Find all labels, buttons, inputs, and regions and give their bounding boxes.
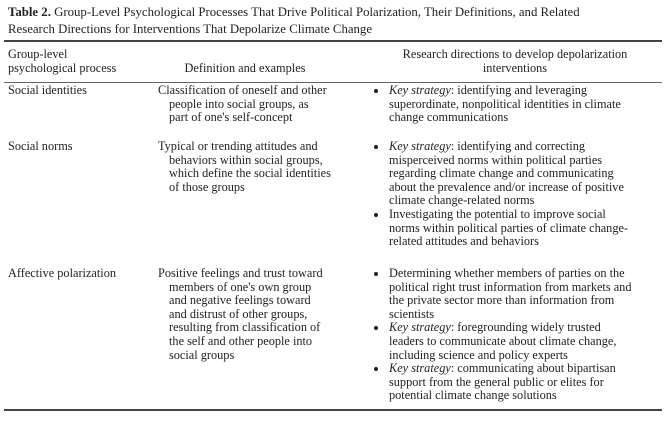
direction-text: norms within political parties of climate change- <box>389 220 629 235</box>
table-caption <box>8 4 663 38</box>
header-directions <box>370 48 660 75</box>
header-process <box>8 48 116 75</box>
bullet-icon <box>374 367 378 371</box>
direction-text: : identifying and correcting <box>450 139 586 153</box>
direction-text: Determining whether members of parties on the <box>389 266 625 280</box>
direction-line <box>389 235 628 249</box>
direction-text: : foregrounding widely trusted <box>450 320 601 335</box>
direction-text: support from the general public or elites for <box>389 374 604 389</box>
definition-line: social groups <box>169 347 235 362</box>
table-label: Table 2. <box>8 5 51 19</box>
direction-line <box>389 389 631 403</box>
direction-text: : identifying and leveraging <box>450 83 588 97</box>
direction-line <box>389 140 628 154</box>
definition-line: Classification of oneself and other <box>158 83 327 97</box>
direction-bullet <box>374 267 631 321</box>
direction-bullet <box>374 208 628 249</box>
direction-line <box>389 154 628 168</box>
process-line: Social identities <box>8 83 87 97</box>
direction-text: scientists <box>389 306 435 321</box>
direction-text: about the prevalence and/or increase of positive <box>389 179 624 194</box>
definition-line: Typical or trending attitudes and <box>158 139 318 153</box>
definition-line: the self and other people into <box>169 333 313 348</box>
direction-line <box>389 222 628 236</box>
directions-cell <box>374 267 631 403</box>
directions-cell <box>374 84 621 125</box>
process-line: Affective polarization <box>8 266 117 280</box>
definition-line: and distrust of other groups, <box>169 306 308 321</box>
direction-text: misperceived norms within political parties <box>389 152 603 167</box>
header-line: psychological process <box>8 60 117 75</box>
directions-cell <box>374 140 628 249</box>
direction-line <box>389 321 631 335</box>
bullet-icon <box>374 272 378 276</box>
process-cell <box>8 140 73 154</box>
definition-line: resulting from classification of <box>169 320 321 335</box>
direction-bullet <box>374 140 628 208</box>
direction-text: Investigating the potential to improve social <box>389 206 606 221</box>
direction-line <box>389 84 621 98</box>
bullet-icon <box>374 89 378 93</box>
definition-line: members of one's own group <box>169 279 312 294</box>
definition-cell <box>158 84 327 125</box>
definition-line: and negative feelings toward <box>169 293 311 308</box>
direction-text: : communicating about bipartisan <box>450 361 616 376</box>
direction-text: superordinate, nonpolitical identities in climate <box>389 96 621 111</box>
definition-line: behaviors within social groups, <box>169 152 323 167</box>
direction-text: change communications <box>389 110 509 125</box>
key-strategy-label: Key strategy <box>389 361 451 376</box>
direction-line <box>389 376 631 390</box>
direction-text: regarding climate change and communicating <box>389 166 614 181</box>
definition-line: people into social groups, as <box>169 96 309 111</box>
direction-bullet <box>374 84 621 125</box>
key-strategy-label: Key strategy <box>389 320 451 335</box>
direction-text: leaders to communicate about climate change, <box>389 333 617 348</box>
header-line: interventions <box>482 60 548 75</box>
header-definition: Definition and examples <box>184 60 306 75</box>
caption-line-2: Research Directions for Interventions That Depolarize Climate Change <box>8 22 372 36</box>
direction-line <box>389 208 628 222</box>
direction-bullet <box>374 321 631 362</box>
direction-text: the private sector more than information from <box>389 293 615 308</box>
bullet-icon <box>374 326 378 330</box>
process-cell <box>8 267 116 281</box>
direction-line <box>389 167 628 181</box>
bottom-rule <box>4 409 662 411</box>
caption-line-1: Group-Level Psychological Processes That Drive Political Polarization, Their Definitions, and Related <box>54 5 580 19</box>
top-rule <box>4 40 662 42</box>
direction-line <box>389 194 628 208</box>
direction-line <box>389 308 631 322</box>
direction-line <box>389 294 631 308</box>
direction-line <box>389 335 631 349</box>
direction-line <box>389 111 621 125</box>
process-cell <box>8 84 87 98</box>
key-strategy-label: Key strategy <box>389 83 451 97</box>
direction-line <box>389 281 631 295</box>
direction-text: potential climate change solutions <box>389 388 557 403</box>
direction-line <box>389 98 621 112</box>
direction-text: related attitudes and behaviors <box>389 234 539 249</box>
bullet-icon <box>374 145 378 149</box>
definition-line: Positive feelings and trust toward <box>158 266 323 280</box>
bullet-icon <box>374 213 378 217</box>
direction-line <box>389 181 628 195</box>
key-strategy-label: Key strategy <box>389 139 451 153</box>
direction-line <box>389 349 631 363</box>
process-line: Social norms <box>8 139 73 153</box>
definition-cell <box>158 140 331 194</box>
direction-bullet <box>374 362 631 403</box>
definition-cell <box>158 267 323 362</box>
direction-text: political right trust information from markets and <box>389 279 632 294</box>
direction-line <box>389 267 631 281</box>
header-line: Group-level <box>8 47 68 61</box>
direction-text: climate change-related norms <box>389 193 535 208</box>
definition-line: of those groups <box>169 179 245 194</box>
direction-text: including science and policy experts <box>389 347 568 362</box>
definition-line: part of one's self-concept <box>169 110 293 125</box>
direction-line <box>389 362 631 376</box>
definition-line: which define the social identities <box>169 166 331 181</box>
header-line: Research directions to develop depolarization <box>402 47 628 61</box>
